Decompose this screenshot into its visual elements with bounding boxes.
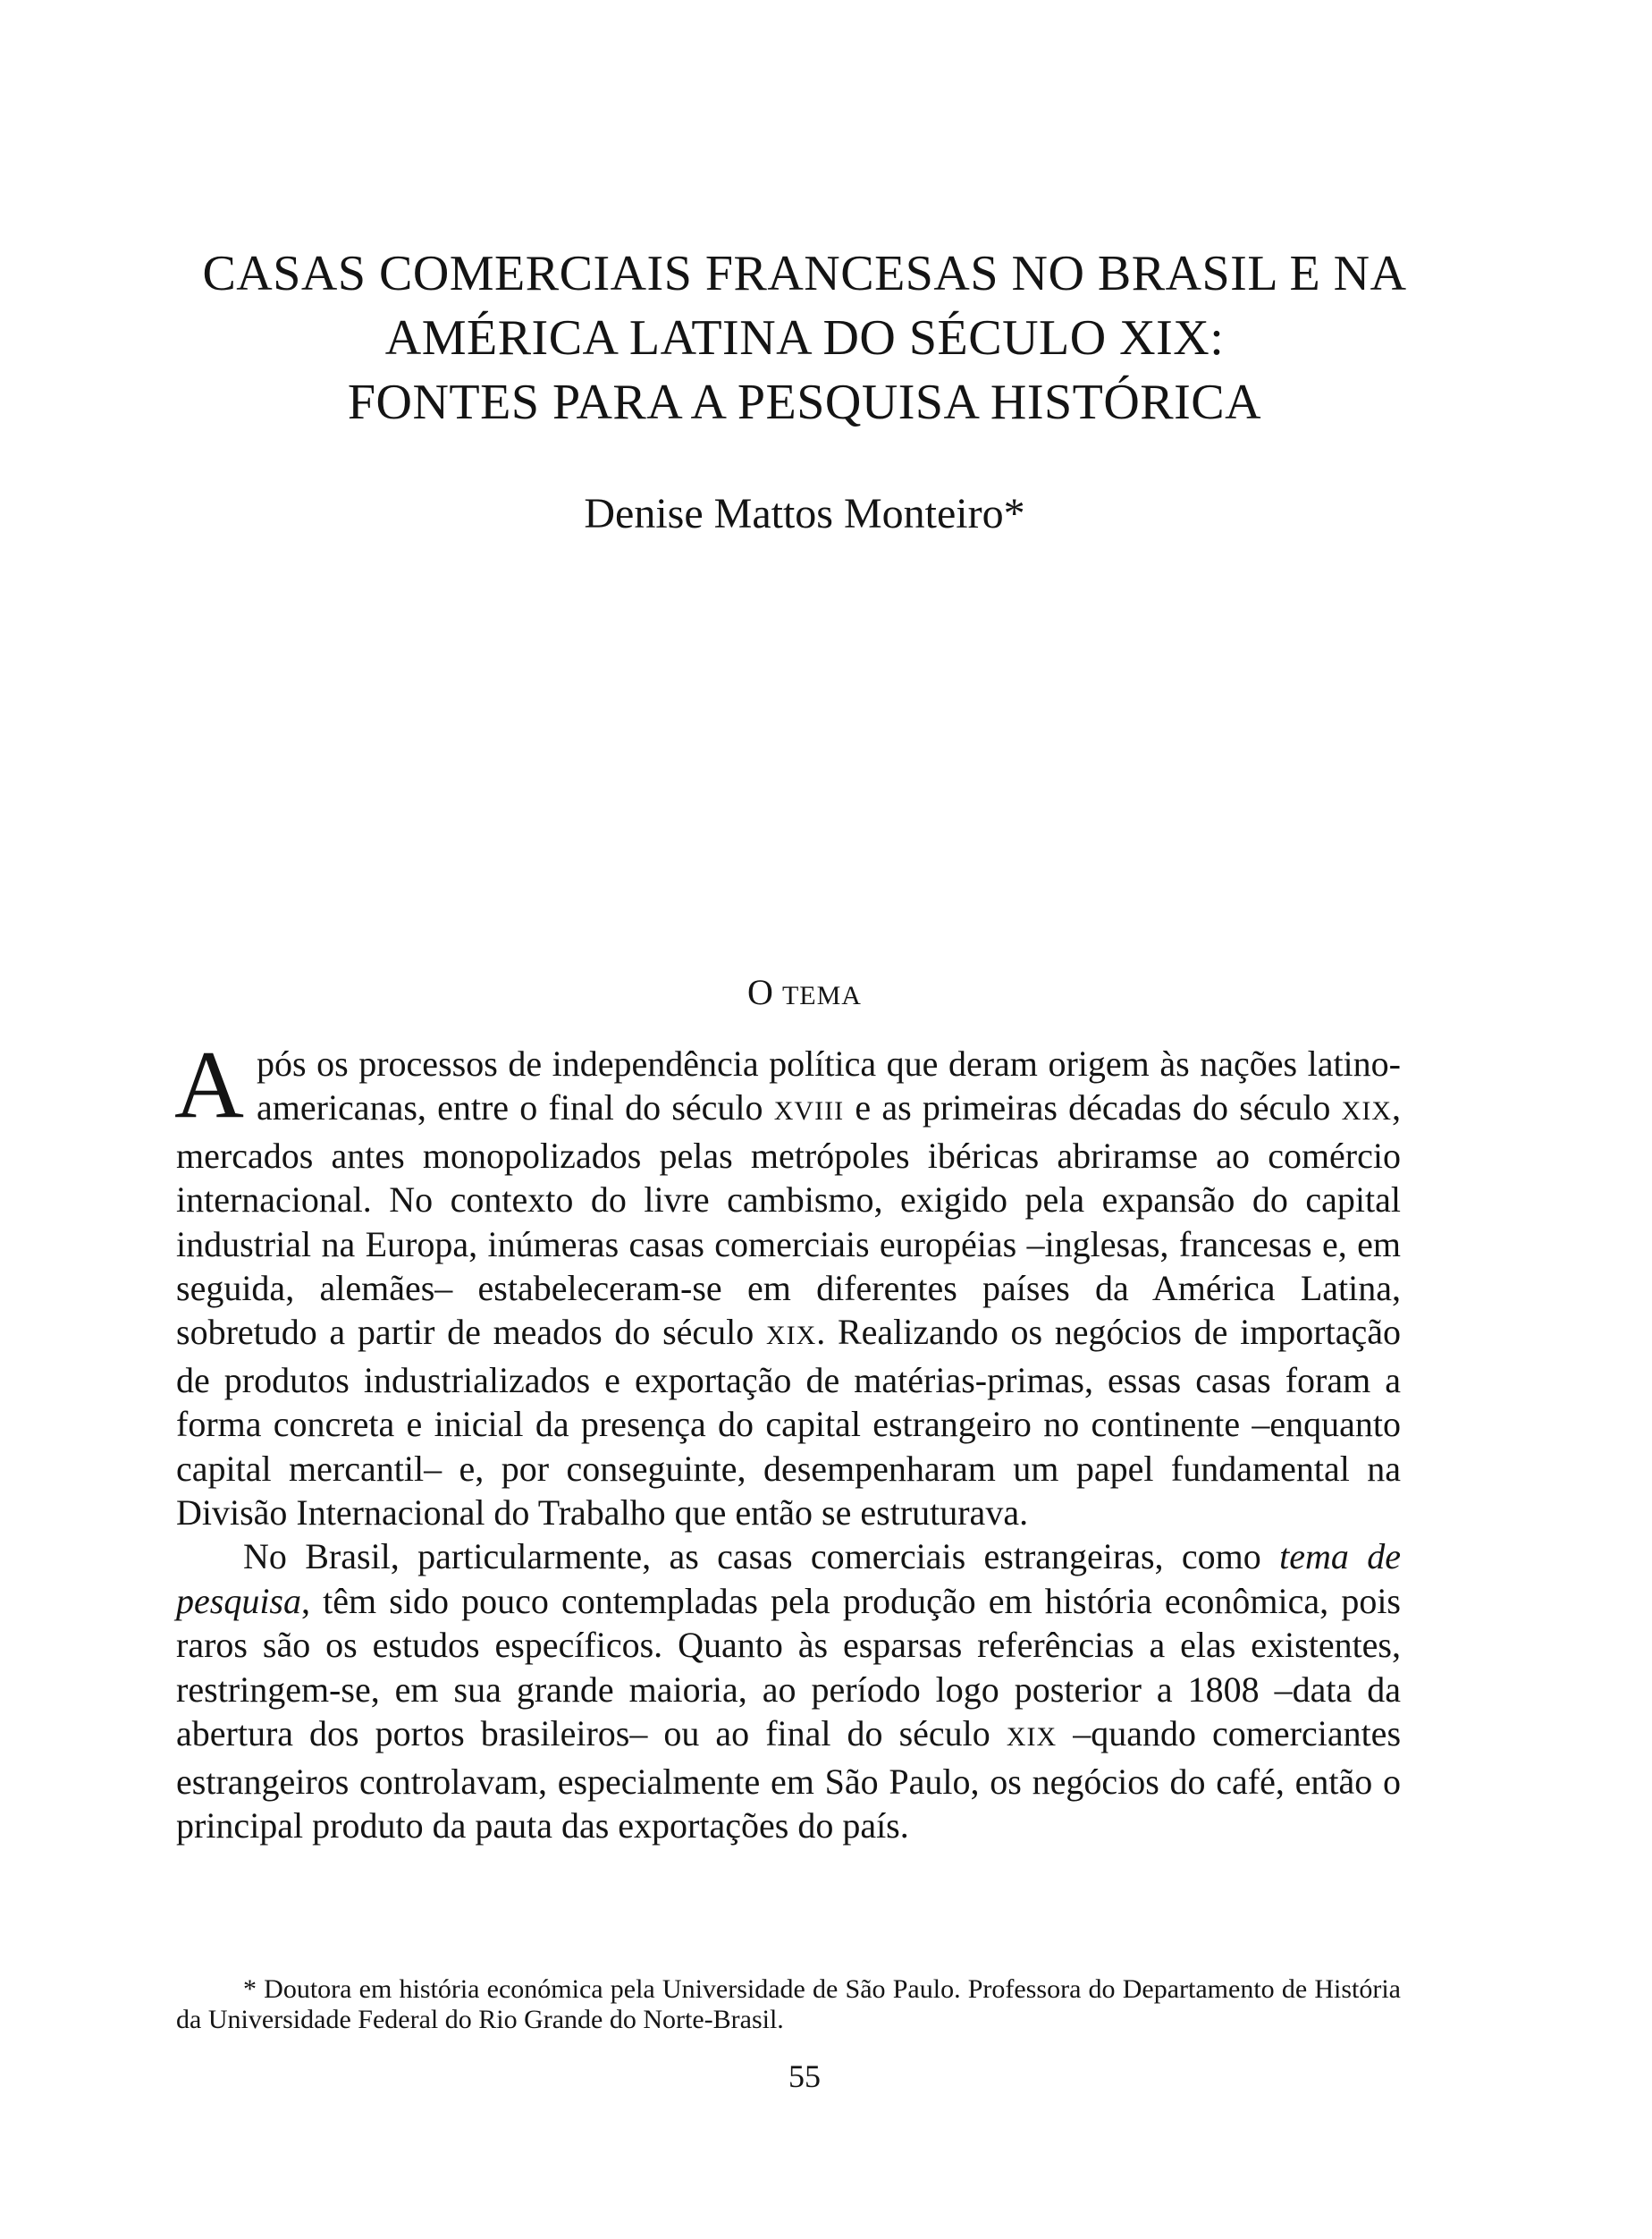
paragraph-1-text-a: pós os processos de independência política que deram origem às nações latino-americanas, entre o final do século <box>257 1043 1401 1128</box>
emphasis-tema-de-pesquisa: tema de pesquisa <box>176 1536 1401 1621</box>
paragraph-1-text-c: , mercados antes monopolizados pelas metrópoles ibéricas abriramse ao comércio internacional. No contexto do livre cambismo, exigido pela expansão do capital industrial na Europa, inúmeras casas comerciais européias –inglesas, francesas e, em seguida, alemães– estabeleceram-se em diferentes países da América Latina, sobretudo a partir de meados do século <box>176 1087 1401 1353</box>
small-caps-xviii: XVIII <box>773 1096 845 1127</box>
paragraph-2-text-a: No Brasil, particularmente, as casas comerciais estrangeiras, como <box>243 1536 1280 1577</box>
paragraph-1-text-d: . Realizando os negócios de importação de produtos industrializados e exportação de matérias-primas, essas casas foram a forma concreta e inicial da presença do capital estrangeiro no continente –enquanto capital mercantil– e, por conseguinte, desempenharam um papel fundamental na Divisão Internacional do Trabalho que então se estruturava. <box>176 1312 1401 1534</box>
paragraph-2-text-b: , têm sido pouco contempladas pela produção em história econômica, pois raros são os estudos específicos. Quanto às esparsas referências a elas existentes, restringem-se, em sua grande maioria, ao período logo posterior a 1808 –data da abertura dos portos brasileiros– ou ao final do século <box>176 1580 1401 1754</box>
article-title <box>179 241 1430 435</box>
title-line-3: FONTES PARA A PESQUISA HISTÓRICA <box>347 375 1262 430</box>
drop-cap: A <box>174 1032 244 1138</box>
section-heading-rest: TEMA <box>781 981 862 1010</box>
footnote: * Doutora em história económica pela Universidade de São Paulo. Professora do Departamento de História da Universidade Federal do Rio Grande do Norte-Brasil. <box>176 1974 1401 2034</box>
author-name: Denise Mattos Monteiro* <box>584 490 1025 537</box>
small-caps-xix-2: XIX <box>765 1321 817 1351</box>
paragraph-2 <box>176 1534 1401 1847</box>
title-line-2: AMÉRICA LATINA DO SÉCULO XIX: <box>384 310 1225 366</box>
section-heading <box>179 970 1430 1018</box>
paragraph-2-text-c: –quando comerciantes estrangeiros controlavam, especialmente em São Paulo, os negócios do café, então o principal produto da pauta das exportações do país. <box>176 1713 1402 1846</box>
body-text <box>174 1032 1402 1847</box>
section-heading-initial: O <box>747 972 773 1012</box>
title-line-1: CASAS COMERCIAIS FRANCESAS NO BRASIL E NA <box>202 246 1407 301</box>
small-caps-xix-3: XIX <box>1006 1722 1058 1753</box>
paragraph-1 <box>174 1032 1401 1534</box>
paragraph-1-text-b: e as primeiras décadas do século <box>844 1087 1342 1128</box>
page-number: 55 <box>788 2058 821 2094</box>
small-caps-xix-1: XIX <box>1341 1096 1392 1127</box>
